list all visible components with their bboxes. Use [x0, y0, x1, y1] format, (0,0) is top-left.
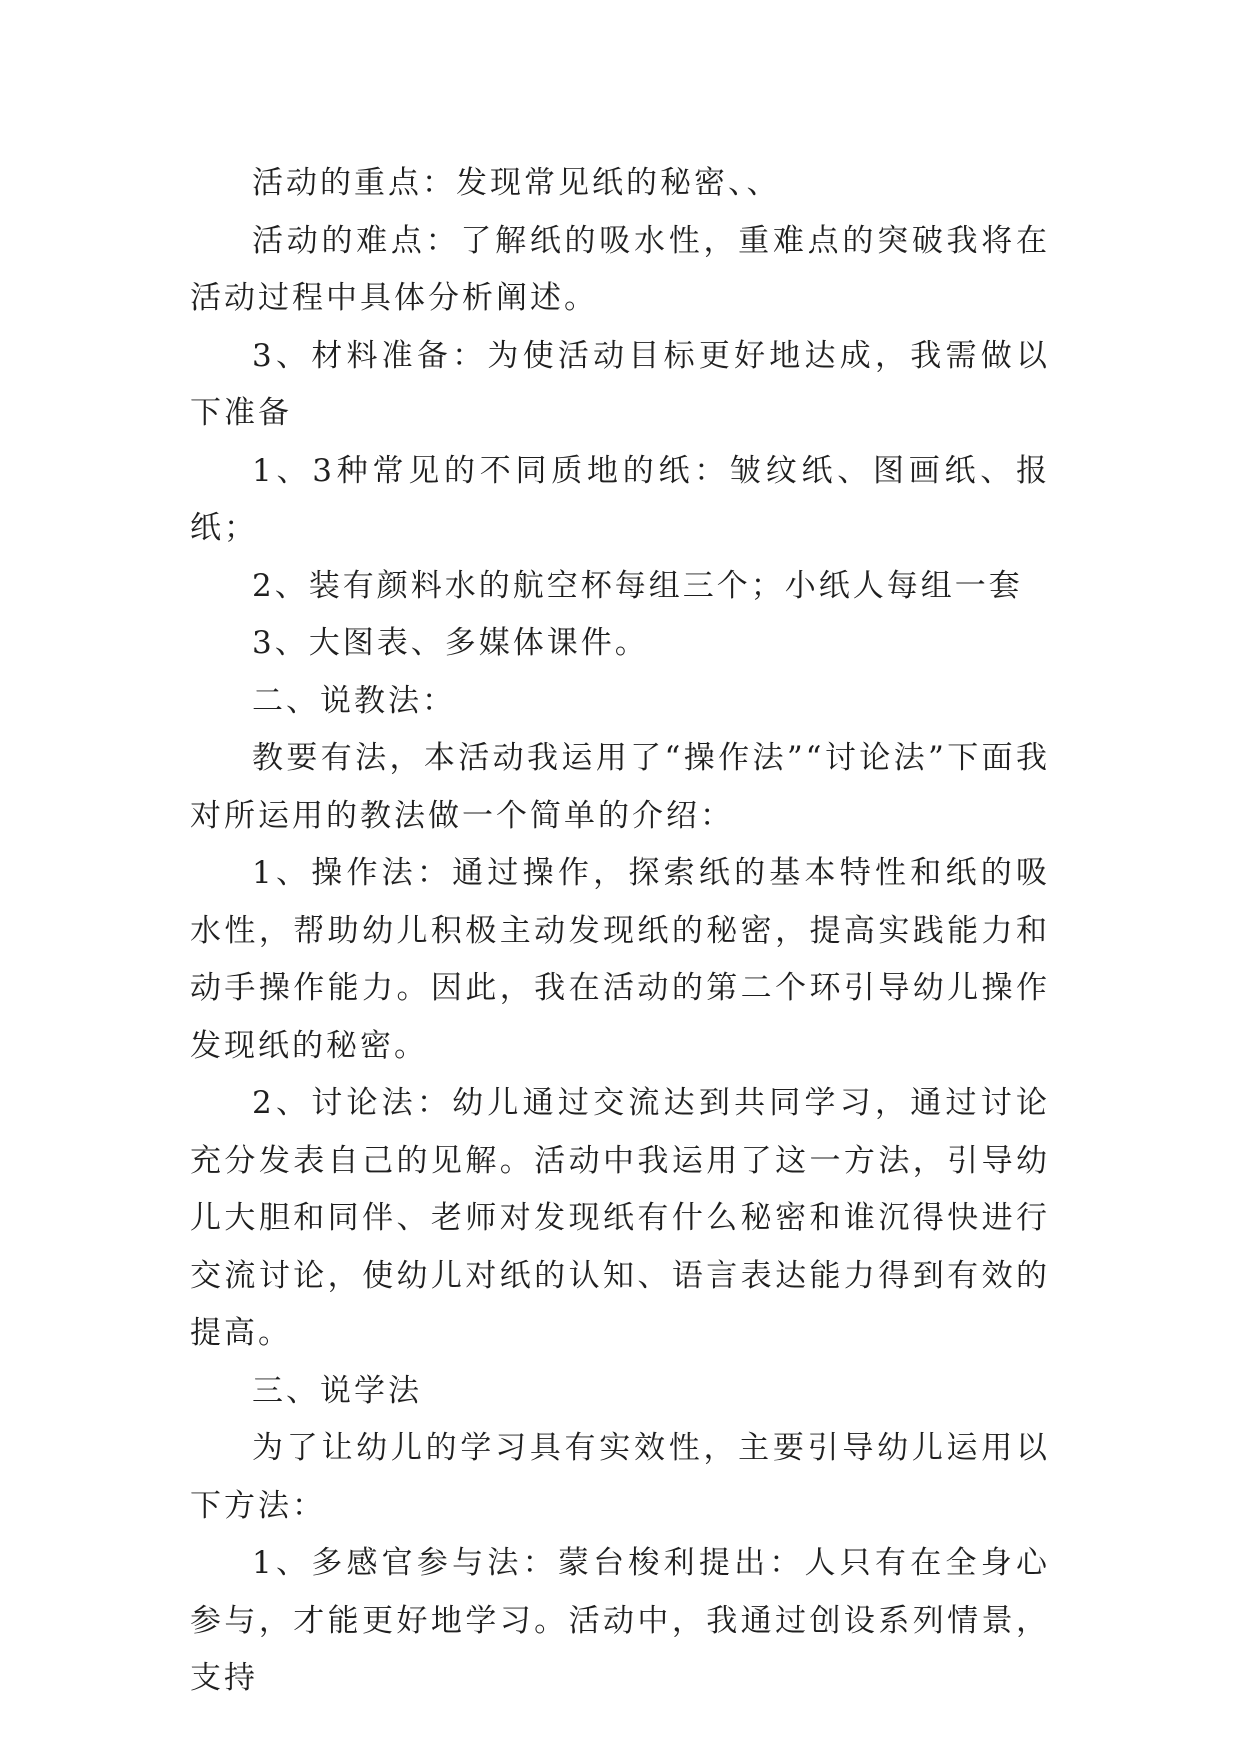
paragraph-material-item-2: 2、装有颜料水的航空杯每组三个；小纸人每组一套	[252, 567, 1023, 604]
section-heading-teaching-method: 二、说教法：	[252, 682, 456, 719]
section-heading-learning-method: 三、说学法	[252, 1372, 422, 1409]
paragraph-material-preparation: 3、材料准备：为使活动目标更好地达成，我需做以下准备	[190, 337, 1050, 431]
paragraph-operation-method: 1、操作法：通过操作，探索纸的基本特性和纸的吸水性，帮助幼儿积极主动发现纸的秘密，提高实践能力和动手操作能力。因此，我在活动的第二个环引导幼儿操作发现纸的秘密。	[190, 855, 1050, 1064]
paragraph-material-item-3: 3、大图表、多媒体课件。	[252, 625, 649, 661]
paragraph-key-point: 活动的重点：发现常见纸的秘密、、	[252, 165, 781, 201]
paragraph-learning-intro: 为了让幼儿的学习具有实效性，主要引导幼儿运用以下方法：	[190, 1430, 1050, 1524]
document-body	[190, 155, 1050, 1708]
paragraph-material-item-1: 1、3种常见的不同质地的纸：皱纹纸、图画纸、报纸；	[190, 452, 1050, 546]
paragraph-teaching-intro: 教要有法，本活动我运用了“操作法”“讨论法”下面我对所运用的教法做一个简单的介绍：	[190, 740, 1050, 834]
paragraph-discussion-method: 2、讨论法：幼儿通过交流达到共同学习，通过讨论充分发表自己的见解。活动中我运用了这一方法，引导幼儿大胆和同伴、老师对发现纸有什么秘密和谁沉得快进行交流讨论，使幼儿对纸的认知、语言表达能力得到有效的提高。	[190, 1085, 1050, 1351]
paragraph-difficult-point: 活动的难点：了解纸的吸水性，重难点的突破我将在活动过程中具体分析阐述。	[190, 222, 1050, 316]
paragraph-multisensory-method: 1、多感官参与法：蒙台梭利提出：人只有在全身心参与，才能更好地学习。活动中，我通过创设系列情景，支持	[190, 1545, 1050, 1696]
